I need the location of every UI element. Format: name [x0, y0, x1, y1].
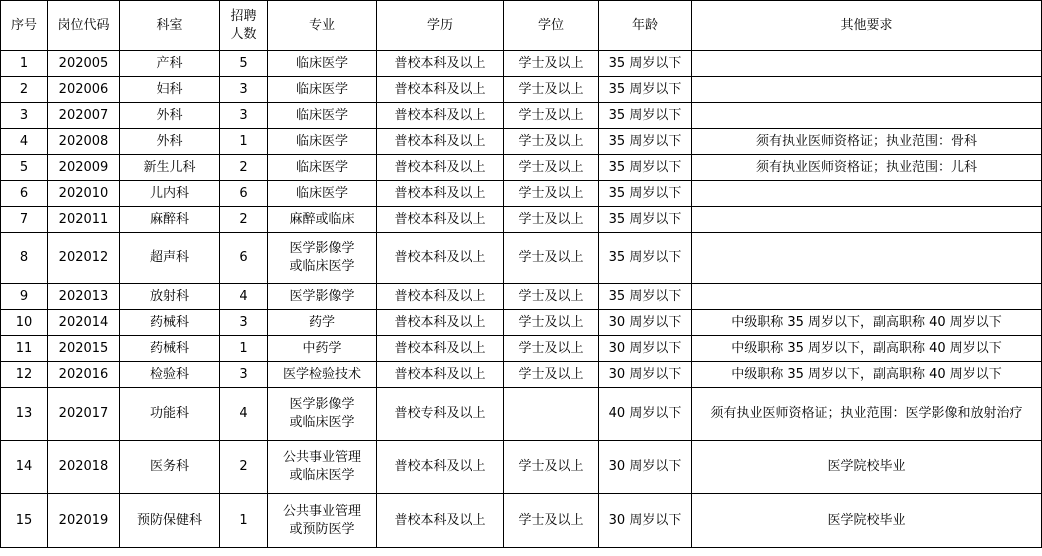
table-cell: 30 周岁以下	[599, 336, 692, 362]
table-cell: 6	[1, 181, 48, 207]
table-cell: 11	[1, 336, 48, 362]
table-cell: 普校本科及以上	[377, 103, 504, 129]
table-row	[1, 310, 1042, 336]
table-cell: 临床医学	[268, 51, 377, 77]
table-cell: 普校本科及以上	[377, 207, 504, 233]
table-row	[1, 494, 1042, 548]
table-row	[1, 441, 1042, 494]
table-cell: 临床医学	[268, 103, 377, 129]
table-cell: 202017	[48, 388, 120, 441]
table-cell: 医学影像学 或临床医学	[268, 233, 377, 284]
table-cell: 202008	[48, 129, 120, 155]
table-cell: 15	[1, 494, 48, 548]
table-cell: 普校本科及以上	[377, 336, 504, 362]
table-body	[1, 51, 1042, 548]
table-cell: 35 周岁以下	[599, 155, 692, 181]
table-cell: 202009	[48, 155, 120, 181]
table-cell: 学士及以上	[504, 103, 599, 129]
table-cell: 202010	[48, 181, 120, 207]
table-cell: 普校专科及以上	[377, 388, 504, 441]
table-cell: 2	[220, 207, 268, 233]
table-row	[1, 77, 1042, 103]
table-cell: 4	[220, 284, 268, 310]
table-cell: 35 周岁以下	[599, 51, 692, 77]
table-cell: 药学	[268, 310, 377, 336]
table-cell: 普校本科及以上	[377, 233, 504, 284]
table-row	[1, 207, 1042, 233]
table-cell: 学士及以上	[504, 362, 599, 388]
header-cell: 学位	[504, 1, 599, 51]
table-cell	[692, 77, 1042, 103]
table-cell	[692, 207, 1042, 233]
table-cell: 学士及以上	[504, 441, 599, 494]
table-cell: 202013	[48, 284, 120, 310]
header-cell: 岗位代码	[48, 1, 120, 51]
table-cell: 202015	[48, 336, 120, 362]
table-cell: 须有执业医师资格证；执业范围：儿科	[692, 155, 1042, 181]
table-cell: 6	[220, 181, 268, 207]
table-cell: 学士及以上	[504, 181, 599, 207]
table-cell: 检验科	[120, 362, 220, 388]
header-cell: 其他要求	[692, 1, 1042, 51]
table-cell: 1	[220, 129, 268, 155]
table-cell	[692, 103, 1042, 129]
table-cell: 普校本科及以上	[377, 362, 504, 388]
table-cell: 9	[1, 284, 48, 310]
table-cell: 须有执业医师资格证；执业范围：骨科	[692, 129, 1042, 155]
table-cell: 医务科	[120, 441, 220, 494]
table-cell: 普校本科及以上	[377, 51, 504, 77]
table-cell: 1	[1, 51, 48, 77]
table-cell: 儿内科	[120, 181, 220, 207]
table-row	[1, 362, 1042, 388]
table-cell: 学士及以上	[504, 284, 599, 310]
table-cell: 学士及以上	[504, 77, 599, 103]
table-cell: 7	[1, 207, 48, 233]
table-cell: 6	[220, 233, 268, 284]
header-cell: 专业	[268, 1, 377, 51]
table-row	[1, 233, 1042, 284]
table-cell: 2	[220, 155, 268, 181]
table-row	[1, 129, 1042, 155]
table-row	[1, 388, 1042, 441]
header-cell: 科室	[120, 1, 220, 51]
table-cell: 普校本科及以上	[377, 494, 504, 548]
table-cell: 35 周岁以下	[599, 77, 692, 103]
table-cell: 35 周岁以下	[599, 284, 692, 310]
table-cell: 4	[220, 388, 268, 441]
table-cell: 13	[1, 388, 48, 441]
table-cell: 须有执业医师资格证；执业范围：医学影像和放射治疗	[692, 388, 1042, 441]
table-cell	[692, 233, 1042, 284]
table-cell: 预防保健科	[120, 494, 220, 548]
table-cell: 202006	[48, 77, 120, 103]
table-cell: 药械科	[120, 336, 220, 362]
table-cell: 普校本科及以上	[377, 155, 504, 181]
table-cell: 普校本科及以上	[377, 181, 504, 207]
table-cell: 普校本科及以上	[377, 310, 504, 336]
table-cell	[692, 284, 1042, 310]
table-cell: 12	[1, 362, 48, 388]
table-cell: 临床医学	[268, 181, 377, 207]
header-cell: 年龄	[599, 1, 692, 51]
table-cell: 35 周岁以下	[599, 181, 692, 207]
table-cell	[504, 388, 599, 441]
table-cell: 学士及以上	[504, 155, 599, 181]
table-cell	[692, 181, 1042, 207]
table-cell: 妇科	[120, 77, 220, 103]
table-cell: 医学检验技术	[268, 362, 377, 388]
table-cell: 30 周岁以下	[599, 310, 692, 336]
table-cell: 202019	[48, 494, 120, 548]
table-cell: 30 周岁以下	[599, 494, 692, 548]
table-cell: 202012	[48, 233, 120, 284]
table-cell: 中药学	[268, 336, 377, 362]
table-cell: 公共事业管理 或临床医学	[268, 441, 377, 494]
header-cell: 学历	[377, 1, 504, 51]
table-cell: 功能科	[120, 388, 220, 441]
table-cell: 放射科	[120, 284, 220, 310]
table-row	[1, 284, 1042, 310]
table-cell: 1	[220, 494, 268, 548]
table-cell: 中级职称 35 周岁以下，副高职称 40 周岁以下	[692, 310, 1042, 336]
table-cell: 35 周岁以下	[599, 103, 692, 129]
table-cell: 产科	[120, 51, 220, 77]
table-cell: 1	[220, 336, 268, 362]
table-cell: 2	[1, 77, 48, 103]
table-cell: 外科	[120, 103, 220, 129]
table-cell: 外科	[120, 129, 220, 155]
table-cell: 202016	[48, 362, 120, 388]
table-cell: 学士及以上	[504, 336, 599, 362]
table-row	[1, 181, 1042, 207]
table-cell: 普校本科及以上	[377, 284, 504, 310]
table-cell: 学士及以上	[504, 310, 599, 336]
table-cell: 202007	[48, 103, 120, 129]
table-cell: 30 周岁以下	[599, 441, 692, 494]
table-cell: 临床医学	[268, 129, 377, 155]
table-cell	[692, 51, 1042, 77]
table-cell: 临床医学	[268, 155, 377, 181]
table-row	[1, 103, 1042, 129]
table-cell: 3	[220, 103, 268, 129]
table-cell: 3	[220, 77, 268, 103]
table-cell: 202011	[48, 207, 120, 233]
table-cell: 医学影像学	[268, 284, 377, 310]
table-cell: 医学影像学 或临床医学	[268, 388, 377, 441]
header-row	[1, 1, 1042, 51]
table-cell: 35 周岁以下	[599, 207, 692, 233]
table-cell: 学士及以上	[504, 494, 599, 548]
table-cell: 麻醉科	[120, 207, 220, 233]
header-cell: 招聘 人数	[220, 1, 268, 51]
table-cell: 3	[220, 310, 268, 336]
table-cell: 普校本科及以上	[377, 129, 504, 155]
table-cell: 学士及以上	[504, 207, 599, 233]
table-cell: 4	[1, 129, 48, 155]
table-cell: 202005	[48, 51, 120, 77]
table-cell: 2	[220, 441, 268, 494]
table-cell: 超声科	[120, 233, 220, 284]
table-cell: 临床医学	[268, 77, 377, 103]
table-cell: 普校本科及以上	[377, 441, 504, 494]
table-cell: 30 周岁以下	[599, 362, 692, 388]
table-cell: 中级职称 35 周岁以下，副高职称 40 周岁以下	[692, 362, 1042, 388]
table-row	[1, 336, 1042, 362]
table-cell: 学士及以上	[504, 233, 599, 284]
table-cell: 8	[1, 233, 48, 284]
table-cell: 普校本科及以上	[377, 77, 504, 103]
table-row	[1, 51, 1042, 77]
table-cell: 14	[1, 441, 48, 494]
table-cell: 麻醉或临床	[268, 207, 377, 233]
table-cell: 5	[220, 51, 268, 77]
table-cell: 40 周岁以下	[599, 388, 692, 441]
table-cell: 3	[220, 362, 268, 388]
table-cell: 中级职称 35 周岁以下，副高职称 40 周岁以下	[692, 336, 1042, 362]
table-cell: 35 周岁以下	[599, 233, 692, 284]
table-cell: 3	[1, 103, 48, 129]
table-cell: 学士及以上	[504, 51, 599, 77]
table-cell: 公共事业管理 或预防医学	[268, 494, 377, 548]
table-row	[1, 155, 1042, 181]
table-cell: 药械科	[120, 310, 220, 336]
table-cell: 医学院校毕业	[692, 494, 1042, 548]
header-cell: 序号	[1, 1, 48, 51]
table-cell: 202018	[48, 441, 120, 494]
table-cell: 新生儿科	[120, 155, 220, 181]
table-cell: 学士及以上	[504, 129, 599, 155]
table-cell: 10	[1, 310, 48, 336]
table-cell: 35 周岁以下	[599, 129, 692, 155]
table-cell: 5	[1, 155, 48, 181]
table-cell: 医学院校毕业	[692, 441, 1042, 494]
table-cell: 202014	[48, 310, 120, 336]
